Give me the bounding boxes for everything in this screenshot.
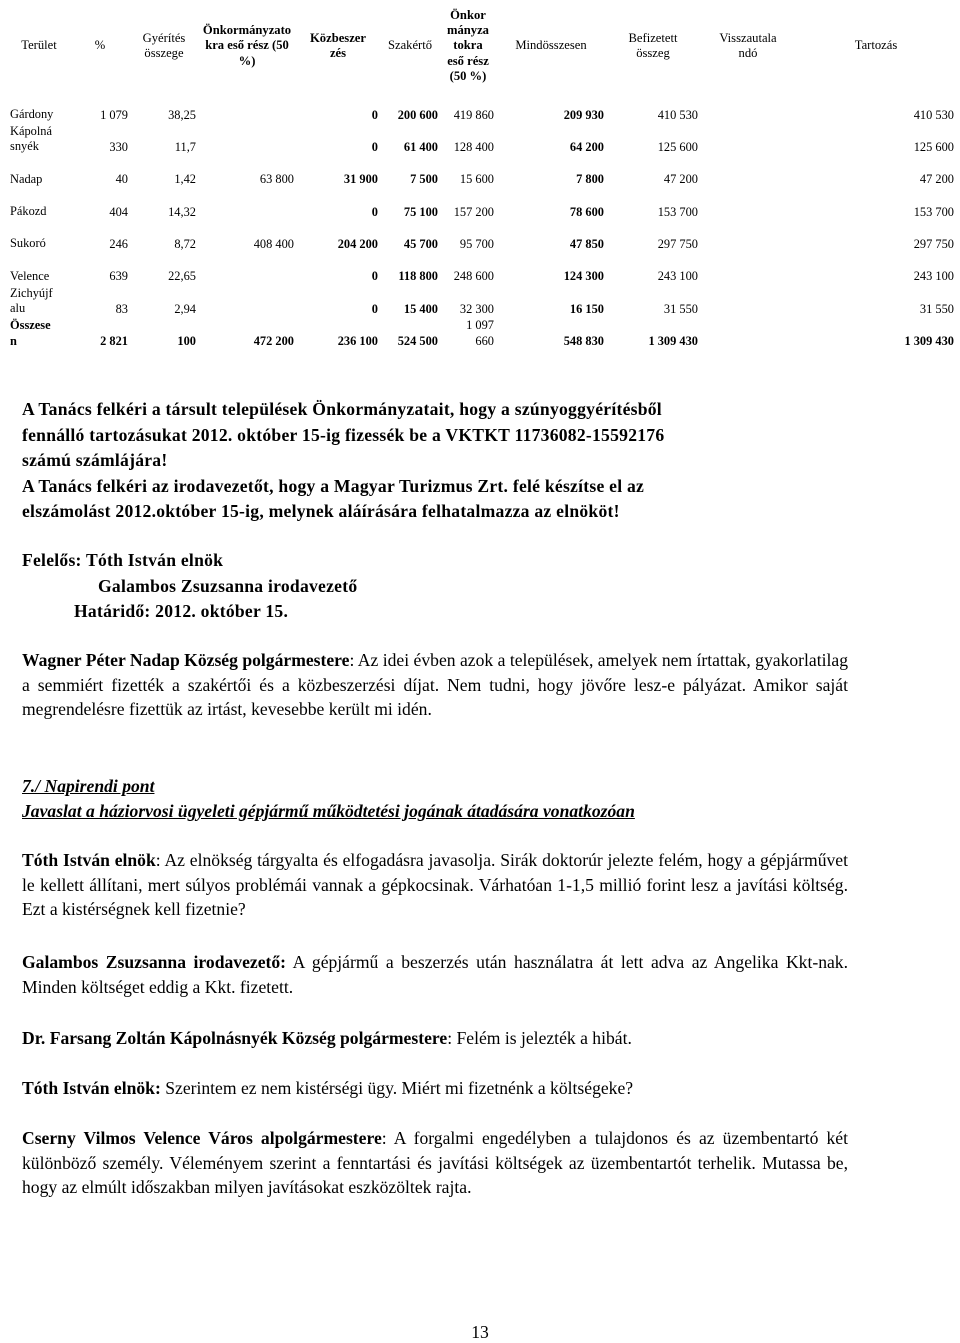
- cell-befizetett: [700, 220, 796, 252]
- cell-befizetett: [700, 284, 796, 316]
- table-row: [8, 284, 956, 316]
- header-cell: Tartozás: [854, 38, 898, 53]
- header-cell: Terület: [21, 38, 57, 53]
- cell-mindossz: 31 550: [663, 301, 698, 316]
- speaker-name: Wagner Péter Nadap Község polgármestere: [22, 650, 350, 670]
- cell-area: 40: [115, 172, 128, 187]
- speech-text: : Az idei évben azok a települések, amelyek nem írtattak, gyakorlatilag a semmiért fizették a szakértői és a közbeszerzési díjat. Nem tudni, hogy jövőre lesz-e pályázat. Amikor saját megrendelésre fizettük az irtást, kevesebbe került mi idén.: [22, 650, 848, 720]
- total-cell-befizetett: [700, 317, 796, 349]
- cell-area: 83: [115, 301, 128, 316]
- cell-onk50b: 47 850: [569, 237, 604, 252]
- cell-szakerto: 15 600: [459, 172, 494, 187]
- cell-onk50: 204 200: [337, 237, 378, 252]
- responsible-line: Galambos Zsuzsanna irodavezető: [98, 575, 358, 596]
- cell-befizetett: [700, 187, 796, 219]
- total-cell-gyerites: 472 200: [253, 334, 294, 349]
- cell-onk50b: 209 930: [563, 107, 604, 122]
- speech-text: A gépjármű a beszerzés után használatra át lett adva az Angelika Kkt-nak. Minden költséget eddig a Kkt. fizetett.: [22, 952, 848, 997]
- header-cell: Visszautala ndó: [719, 30, 777, 60]
- table-body: [8, 90, 956, 349]
- decision-line: fennálló tartozásukat 2012. október 15-ig fizessék be a VKTKT 11736082-15592176: [22, 424, 665, 445]
- cell-onk50: 0: [371, 204, 378, 219]
- table-row: [8, 220, 956, 252]
- responsible-block: [22, 548, 848, 625]
- cell-szakerto: 32 300: [459, 301, 494, 316]
- cell-onk50: 31 900: [343, 172, 378, 187]
- cell-onk50b: 64 200: [569, 139, 604, 154]
- total-cell-area: 2 821: [100, 334, 128, 349]
- cell-pct: 11,7: [174, 139, 196, 154]
- table-row: [8, 122, 956, 154]
- cell-gyerites: [198, 122, 296, 154]
- cell-kozbesz: 118 800: [398, 269, 438, 284]
- cell-befizetett: [700, 252, 796, 284]
- total-cell-tartozas: 1 309 430: [904, 334, 954, 349]
- total-cell-kozbesz: 524 500: [397, 334, 438, 349]
- agenda-number-text: 7./ Napirendi pont: [22, 776, 155, 796]
- responsible-line: Felelős: Tóth István elnök: [22, 550, 224, 570]
- table-row: [8, 90, 956, 122]
- header-cell: Befizetett összeg: [628, 30, 678, 60]
- cell-onk50b: 78 600: [569, 204, 604, 219]
- total-cell-pct: 100: [177, 334, 196, 349]
- speaker-name: Dr. Farsang Zoltán Kápolnásnyék Község polgármestere: [22, 1028, 448, 1048]
- speech-cserny: [22, 1126, 848, 1200]
- table-header-row: [8, 2, 956, 90]
- cell-name: Sukoró: [10, 236, 46, 251]
- speech-text: : Az elnökség tárgyalta és elfogadásra javasolja. Sirák doktorúr jelezte felém, hogy a gépjárművet le kellett állítani, mert súlyos problémái vannak a gépkocsinak. Várhatóan 1-1,5 millió forint lesz a javítási költség. Ezt a kistérségnek kell fizetnie?: [22, 850, 848, 920]
- cell-pct: 8,72: [174, 237, 196, 252]
- table-row: [8, 155, 956, 187]
- cell-onk50: 0: [371, 107, 378, 122]
- cell-mindossz: 410 530: [657, 107, 698, 122]
- cell-kozbesz: 45 700: [403, 237, 438, 252]
- cell-tartozas: 243 100: [913, 269, 954, 284]
- cell-onk50b: 7 800: [576, 172, 604, 187]
- cell-onk50: 0: [371, 139, 378, 154]
- cell-mindossz: 297 750: [657, 237, 698, 252]
- total-cell-onk50: 236 100: [337, 334, 378, 349]
- speech-galambos: [22, 950, 848, 999]
- cell-tartozas: 31 550: [919, 301, 954, 316]
- speaker-name: Galambos Zsuzsanna irodavezető:: [22, 952, 287, 972]
- decision-line: A Tanács felkéri a társult települések Önkormányzatait, hogy a szúnyoggyérítésből: [22, 399, 662, 419]
- cell-name: Nadap: [10, 171, 43, 186]
- cell-kozbesz: 200 600: [397, 107, 438, 122]
- cell-befizetett: [700, 122, 796, 154]
- speech-text: Szerintem ez nem kistérségi ügy. Miért mi fizetnénk a költségeke?: [160, 1078, 634, 1098]
- cell-gyerites: [198, 284, 296, 316]
- cell-tartozas: 153 700: [913, 204, 954, 219]
- cell-kozbesz: 7 500: [410, 172, 438, 187]
- cell-name: Kápolná snyék: [10, 123, 52, 154]
- cell-name: Velence: [10, 268, 50, 283]
- header-cell: %: [94, 38, 106, 53]
- cell-pct: 38,25: [168, 107, 196, 122]
- speech-text: : Felém is jelezték a hibát.: [447, 1028, 632, 1048]
- cell-mindossz: 47 200: [663, 172, 698, 187]
- cell-mindossz: 125 600: [657, 139, 698, 154]
- cell-name: Gárdony: [10, 106, 54, 121]
- cell-pct: 1,42: [174, 172, 196, 187]
- speaker-name: Cserny Vilmos Velence Város alpolgármestere: [22, 1128, 382, 1148]
- speech-wagner: [22, 648, 848, 722]
- cell-pct: 14,32: [168, 204, 196, 219]
- speech-toth-2: [22, 1076, 848, 1101]
- cell-kozbesz: 75 100: [403, 204, 438, 219]
- header-cell: Szakértő: [387, 38, 433, 53]
- cell-mindossz: 153 700: [657, 204, 698, 219]
- header-cell: Közbeszer zés: [310, 30, 366, 60]
- cell-tartozas: 125 600: [913, 139, 954, 154]
- cell-tartozas: 297 750: [913, 237, 954, 252]
- speech-toth-1: [22, 848, 848, 922]
- header-cell: Önkor mányza tokra eső rész (50 %): [447, 8, 489, 83]
- cell-befizetett: [700, 155, 796, 187]
- total-cell-mindossz: 1 309 430: [648, 334, 698, 349]
- speech-farsang: [22, 1026, 848, 1051]
- agenda-title-text: Javaslat a háziorvosi ügyeleti gépjármű működtetési jogának átadására vonatkozóan: [22, 801, 635, 821]
- agenda-title: [22, 799, 848, 824]
- page-number: 13: [471, 1322, 489, 1342]
- cell-onk50b: 16 150: [569, 301, 604, 316]
- total-cell-name: Összese n: [10, 318, 51, 348]
- cell-area: 639: [109, 269, 128, 284]
- cell-szakerto: 248 600: [453, 269, 494, 284]
- cell-onk50: 0: [371, 269, 378, 284]
- cell-szakerto: 95 700: [459, 237, 494, 252]
- table-row: [8, 252, 956, 284]
- cell-pct: 2,94: [174, 301, 196, 316]
- cell-gyerites: [198, 90, 296, 122]
- agenda-number: [22, 774, 848, 799]
- decision-line: számú számlájára!: [22, 450, 168, 471]
- speech-text: : A forgalmi engedélyben a tulajdonos és az üzembentartó két különböző személy. Véleményem szerint a fenntartási és javítási költségek az üzembentartót terhelik. Mutassa be, hogy az elmúlt időszakban milyen javításokat eszközöltek rajta.: [22, 1128, 849, 1198]
- cell-area: 404: [109, 204, 128, 219]
- cell-onk50b: 124 300: [563, 269, 604, 284]
- total-cell-onk50b: 548 830: [563, 334, 604, 349]
- table-row: [8, 187, 956, 219]
- council-decision: [22, 397, 848, 525]
- cell-tartozas: 410 530: [913, 107, 954, 122]
- speaker-name: Tóth István elnök: [22, 850, 156, 870]
- cell-gyerites: [198, 187, 296, 219]
- cell-befizetett: [700, 90, 796, 122]
- cell-mindossz: 243 100: [657, 269, 698, 284]
- cell-kozbesz: 61 400: [403, 139, 438, 154]
- cell-area: 246: [109, 237, 128, 252]
- cell-szakerto: 128 400: [453, 139, 494, 154]
- header-cell: Önkormányzato kra eső rész (50 %): [202, 23, 292, 68]
- decision-line: elszámolást 2012.október 15-ig, melynek aláírására felhatalmazza az elnököt!: [22, 501, 620, 522]
- cell-tartozas: 47 200: [919, 172, 954, 187]
- header-cell: Gyérítés összege: [142, 30, 186, 60]
- cell-area: 330: [109, 139, 128, 154]
- cell-area: 1 079: [100, 107, 128, 122]
- cell-name: Pákozd: [10, 204, 47, 219]
- deadline-line: Határidő: 2012. október 15.: [74, 601, 289, 622]
- speaker-name: Tóth István elnök:: [22, 1078, 161, 1098]
- debt-table: [8, 2, 956, 349]
- cell-gyerites: [198, 252, 296, 284]
- header-cell: Mindösszesen: [515, 38, 587, 53]
- cell-pct: 22,65: [168, 269, 196, 284]
- total-cell-szakerto: 1 097 660: [466, 318, 494, 348]
- cell-gyerites: 408 400: [253, 237, 294, 252]
- cell-szakerto: 157 200: [453, 204, 494, 219]
- cell-kozbesz: 15 400: [403, 301, 438, 316]
- cell-gyerites: 63 800: [259, 172, 294, 187]
- cell-szakerto: 419 860: [453, 107, 494, 122]
- decision-line: A Tanács felkéri az irodavezetőt, hogy a Magyar Turizmus Zrt. felé készítse el az: [22, 475, 645, 496]
- cell-name: Zichyújf alu: [10, 285, 53, 316]
- table-total-row: [8, 317, 956, 349]
- cell-onk50: 0: [371, 301, 378, 316]
